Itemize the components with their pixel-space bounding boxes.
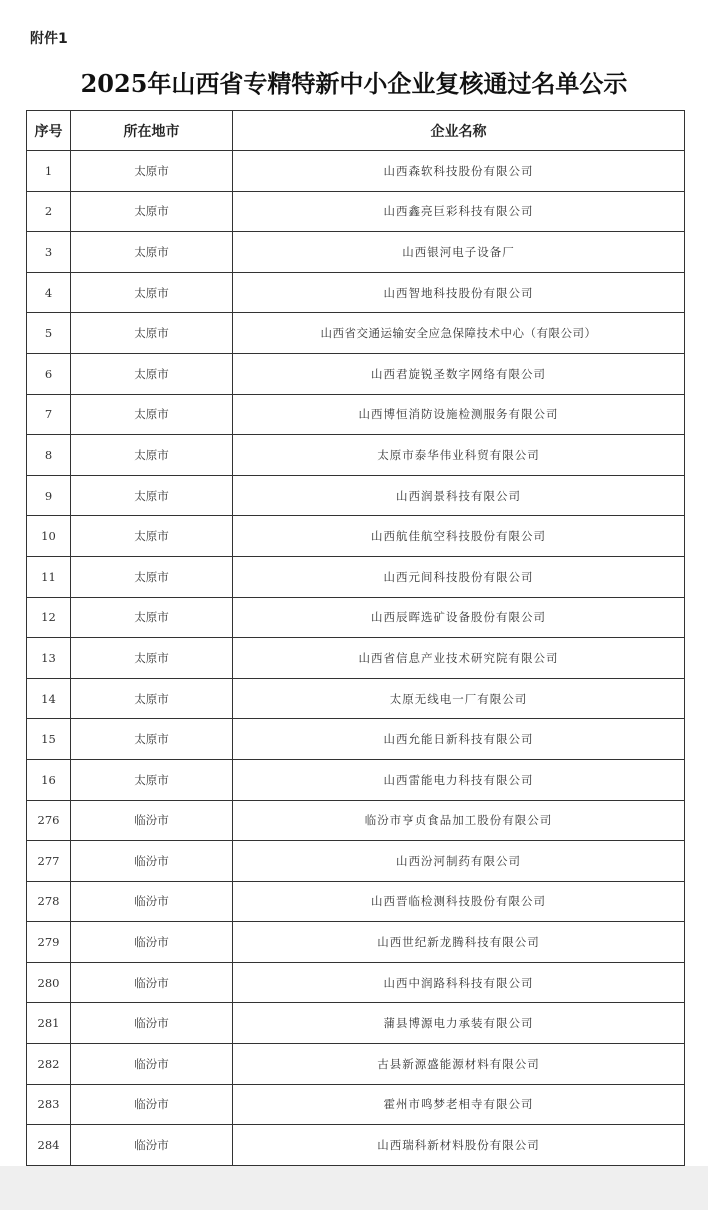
header-company: 企业名称: [233, 111, 685, 151]
cell-company: 山西允能日新科技有限公司: [233, 719, 685, 760]
cell-seq: 12: [27, 597, 71, 638]
cell-company: 山西鑫亮巨彩科技有限公司: [233, 191, 685, 232]
cell-company: 太原无线电一厂有限公司: [233, 678, 685, 719]
table-row: [27, 800, 685, 841]
document-title: 2025年山西省专精特新中小企业复核通过名单公示: [80, 69, 628, 98]
cell-seq: 6: [27, 353, 71, 394]
table-row: [27, 719, 685, 760]
cell-seq: 282: [27, 1044, 71, 1085]
table-row: [27, 232, 685, 273]
cell-city: 太原市: [71, 638, 233, 679]
cell-seq: 281: [27, 1003, 71, 1044]
cell-seq: 1: [27, 151, 71, 192]
cell-city: 太原市: [71, 516, 233, 557]
table-row: [27, 962, 685, 1003]
cell-company: 山西君旋锐圣数字网络有限公司: [233, 353, 685, 394]
cell-city: 太原市: [71, 597, 233, 638]
table-row: [27, 638, 685, 679]
cell-seq: 277: [27, 841, 71, 882]
cell-city: 太原市: [71, 759, 233, 800]
table-row: [27, 841, 685, 882]
cell-seq: 278: [27, 881, 71, 922]
cell-city: 临汾市: [71, 1044, 233, 1085]
table-row: [27, 272, 685, 313]
cell-company: 古县新源盛能源材料有限公司: [233, 1044, 685, 1085]
cell-seq: 16: [27, 759, 71, 800]
cell-company: 蒲县博源电力承装有限公司: [233, 1003, 685, 1044]
cell-city: 太原市: [71, 678, 233, 719]
table-row: [27, 922, 685, 963]
table-row: [27, 1084, 685, 1125]
cell-city: 临汾市: [71, 1125, 233, 1166]
page-bottom-margin: [0, 1166, 708, 1210]
cell-seq: 280: [27, 962, 71, 1003]
cell-company: 山西森软科技股份有限公司: [233, 151, 685, 192]
cell-seq: 3: [27, 232, 71, 273]
cell-company: 山西航佳航空科技股份有限公司: [233, 516, 685, 557]
cell-city: 临汾市: [71, 1084, 233, 1125]
cell-seq: 15: [27, 719, 71, 760]
cell-city: 太原市: [71, 151, 233, 192]
cell-city: 临汾市: [71, 841, 233, 882]
cell-city: 太原市: [71, 232, 233, 273]
header-seq: 序号: [27, 111, 71, 151]
cell-company: 山西元间科技股份有限公司: [233, 556, 685, 597]
table-row: [27, 516, 685, 557]
cell-seq: 8: [27, 435, 71, 476]
table-row: [27, 151, 685, 192]
cell-seq: 284: [27, 1125, 71, 1166]
cell-city: 临汾市: [71, 922, 233, 963]
cell-city: 太原市: [71, 353, 233, 394]
cell-seq: 5: [27, 313, 71, 354]
cell-city: 太原市: [71, 191, 233, 232]
cell-company: 山西中润路科科技有限公司: [233, 962, 685, 1003]
cell-city: 太原市: [71, 556, 233, 597]
table-row: [27, 678, 685, 719]
cell-seq: 13: [27, 638, 71, 679]
cell-company: 山西世纪新龙腾科技有限公司: [233, 922, 685, 963]
table-row: [27, 1125, 685, 1166]
cell-company: 山西汾河制药有限公司: [233, 841, 685, 882]
cell-city: 太原市: [71, 313, 233, 354]
table-row: [27, 1003, 685, 1044]
cell-company: 山西银河电子设备厂: [233, 232, 685, 273]
table-row: [27, 191, 685, 232]
table-row: [27, 313, 685, 354]
cell-company: 临汾市亨贞食品加工股份有限公司: [233, 800, 685, 841]
table-row: [27, 1044, 685, 1085]
cell-city: 太原市: [71, 719, 233, 760]
cell-company: 山西辰晖选矿设备股份有限公司: [233, 597, 685, 638]
cell-company: 山西瑞科新材料股份有限公司: [233, 1125, 685, 1166]
cell-company: 山西雷能电力科技有限公司: [233, 759, 685, 800]
cell-company: 山西晋临检测科技股份有限公司: [233, 881, 685, 922]
cell-city: 太原市: [71, 435, 233, 476]
table-header-row: [27, 111, 685, 151]
cell-seq: 4: [27, 272, 71, 313]
cell-city: 临汾市: [71, 962, 233, 1003]
cell-company: 山西省信息产业技术研究院有限公司: [233, 638, 685, 679]
table-row: [27, 435, 685, 476]
cell-company: 霍州市鸣梦老相寺有限公司: [233, 1084, 685, 1125]
company-list-table: [26, 110, 685, 1166]
cell-seq: 10: [27, 516, 71, 557]
cell-seq: 283: [27, 1084, 71, 1125]
cell-city: 临汾市: [71, 881, 233, 922]
cell-city: 临汾市: [71, 800, 233, 841]
table-row: [27, 759, 685, 800]
cell-company: 山西润景科技有限公司: [233, 475, 685, 516]
table-row: [27, 881, 685, 922]
cell-company: 山西博恒消防设施检测服务有限公司: [233, 394, 685, 435]
header-city: 所在地市: [71, 111, 233, 151]
table-row: [27, 556, 685, 597]
cell-company: 山西省交通运输安全应急保障技术中心（有限公司）: [233, 313, 685, 354]
cell-seq: 9: [27, 475, 71, 516]
cell-city: 太原市: [71, 272, 233, 313]
table-row: [27, 475, 685, 516]
cell-city: 太原市: [71, 394, 233, 435]
cell-seq: 11: [27, 556, 71, 597]
cell-city: 临汾市: [71, 1003, 233, 1044]
cell-seq: 2: [27, 191, 71, 232]
cell-city: 太原市: [71, 475, 233, 516]
cell-seq: 276: [27, 800, 71, 841]
table-row: [27, 353, 685, 394]
cell-company: 山西智地科技股份有限公司: [233, 272, 685, 313]
table-row: [27, 394, 685, 435]
cell-seq: 14: [27, 678, 71, 719]
attachment-label: 附件1: [30, 31, 68, 47]
table-row: [27, 597, 685, 638]
cell-seq: 7: [27, 394, 71, 435]
cell-company: 太原市泰华伟业科贸有限公司: [233, 435, 685, 476]
cell-seq: 279: [27, 922, 71, 963]
